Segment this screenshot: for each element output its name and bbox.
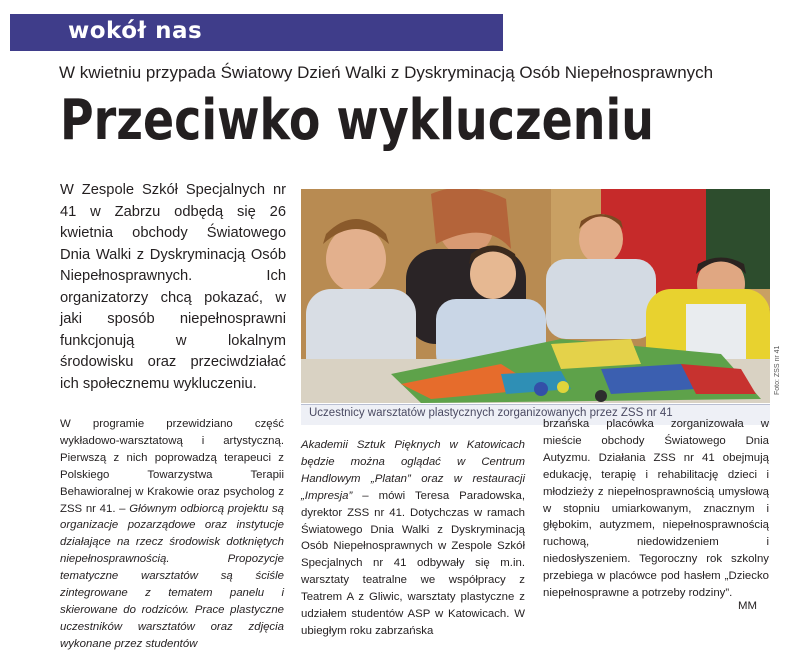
col1-quote: Głównym odbiorcą projektu są organizacje pozarządowe oraz instytucje działające na rzecz środowisk dotkniętych niepełnosprawnością. Propozycje tematyczne warsztatów są ściśle zintegrowane z tematem panelu i skierowane do rodziców. Prace plastyczne uczestników warsztatów oraz zdjęcia wykonane przez studentów: [60, 502, 284, 650]
author-signature: MM: [738, 600, 757, 612]
body-column-1: [60, 416, 284, 653]
section-label: wokół nas: [68, 18, 203, 44]
kicker-line: W kwietniu przypada Światowy Dzień Walki z Dyskryminacją Osób Niepełnosprawnych: [59, 63, 714, 82]
lead-paragraph: W Zespole Szkół Specjalnych nr 41 w Zabrzu odbędą się 26 kwietnia obchody Światowego Dnia Walki z Dyskryminacją Osób Niepełnosprawnych. Ich organizatorzy chcą pokazać, w jaki sposób niepełnosprawni funkcjonują w lokalnym środowisku oraz przeciwdziałać ich społecznemu wykluczeniu.: [60, 182, 286, 392]
photo-caption: Uczestnicy warsztatów plastycznych zorganizowanych przez ZSS nr 41: [309, 407, 673, 419]
headline: Przeciwko wykluczeniu: [60, 88, 654, 153]
col1-text: W programie przewidziano część wykładowo-warsztatową i artystyczną. Pierwszą z nich poprowadzą terapeuci z Polskiego Towarzystwa Terapii Behawioralnej w Krakowie oraz psycholog z ZSS nr 41. –: [60, 418, 284, 515]
col2-text: – mówi Teresa Paradowska, dyrektor ZSS nr 41. Dotychczas w ramach Światowego Dnia Walki z Dyskryminacją Osób Niepełnosprawnych w Zespole Szkół Specjalnych nr 41 odbywały się m.in. warsztaty teatralne we współpracy z Teatrem A z Gliwic, warsztaty plastyczne z udziałem studentów ASP w Katowicach. W ubiegłym roku zabrzańska: [301, 489, 525, 637]
body-column-3: [543, 416, 769, 602]
col2-quote: Akademii Sztuk Pięknych w Katowicach będzie można oglądać w Centrum Handlowym „Platan” oraz w restauracji „Impresja”: [301, 439, 525, 502]
workshop-photo: [301, 189, 770, 403]
section-header-bar: [10, 14, 503, 51]
photo-credit: Foto: ZSS nr 41: [774, 345, 781, 395]
col3-text: brzańska placówka zorganizowała w mieście obchody Światowego Dnia Autyzmu. Działania ZSS nr 41 obejmują edukację, terapię i rehabilitację dzieci i młodzieży z niepełnosprawnością umysłową w stopniu umiarkowanym, znacznym i głębokim, autyzmem, niepełnosprawnością ruchową, niedowidzeniem i niedosłyszeniem. Tegoroczny rok szkolny przebiega w placówce pod hasłem „Dziecko niepełnosprawne a potrzeby rodziny”.: [543, 418, 769, 600]
body-column-2: [301, 437, 525, 640]
